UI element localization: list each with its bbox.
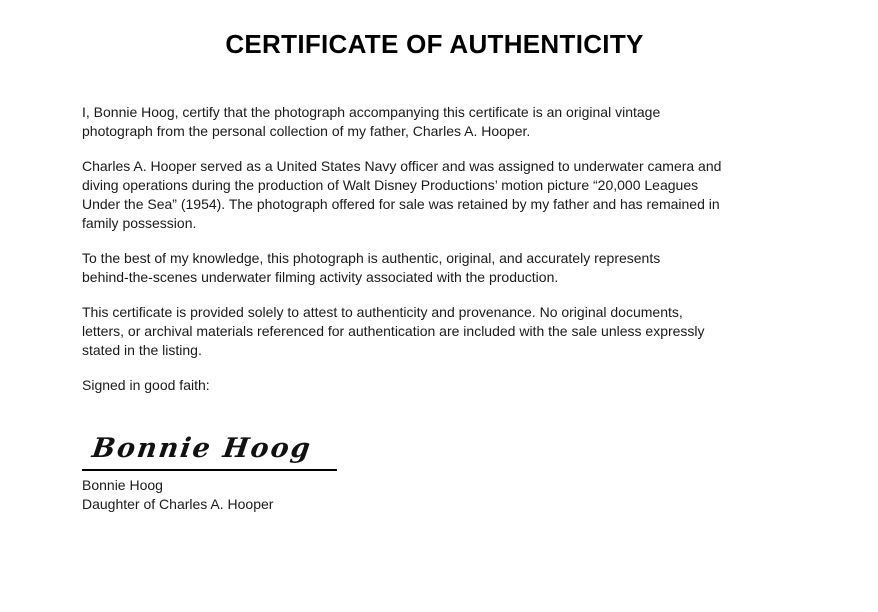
text-line: diving operations during the production of Walt Disney Productions’ motion picture “20,000 Leagues bbox=[82, 177, 699, 193]
text-line: Charles A. Hooper served as a United States Navy officer and was assigned to underwater camera and bbox=[82, 158, 722, 174]
signature-line bbox=[82, 469, 337, 471]
signature-block bbox=[82, 433, 787, 514]
text-line: letters, or archival materials referenced for authentication are included with the sale unless expressly bbox=[82, 323, 705, 339]
closing-statement: Signed in good faith: bbox=[82, 377, 210, 393]
paragraph-disclaimer bbox=[82, 303, 787, 360]
text-line: To the best of my knowledge, this photograph is authentic, original, and accurately represents bbox=[82, 250, 661, 266]
text-line: This certificate is provided solely to attest to authenticity and provenance. No original documents, bbox=[82, 304, 683, 320]
text-line: I, Bonnie Hoog, certify that the photograph accompanying this certificate is an original vintage bbox=[82, 104, 661, 120]
signer-relationship: Daughter of Charles A. Hooper bbox=[82, 496, 274, 512]
text-line: family possession. bbox=[82, 215, 197, 231]
text-line: photograph from the personal collection of my father, Charles A. Hooper. bbox=[82, 123, 531, 139]
paragraph-declaration bbox=[82, 103, 787, 141]
text-line: stated in the listing. bbox=[82, 342, 202, 358]
text-line: behind-the-scenes underwater filming activity associated with the production. bbox=[82, 269, 559, 285]
printed-name: Bonnie Hoog bbox=[82, 477, 163, 493]
paragraph-provenance bbox=[82, 157, 787, 233]
text-line: Under the Sea” (1954). The photograph offered for sale was retained by my father and has remained in bbox=[82, 196, 720, 212]
handwritten-signature: Bonnie Hoog bbox=[90, 433, 314, 464]
certificate-title: CERTIFICATE OF AUTHENTICITY bbox=[225, 29, 644, 59]
paragraph-authenticity bbox=[82, 249, 787, 287]
document-content bbox=[82, 30, 787, 514]
